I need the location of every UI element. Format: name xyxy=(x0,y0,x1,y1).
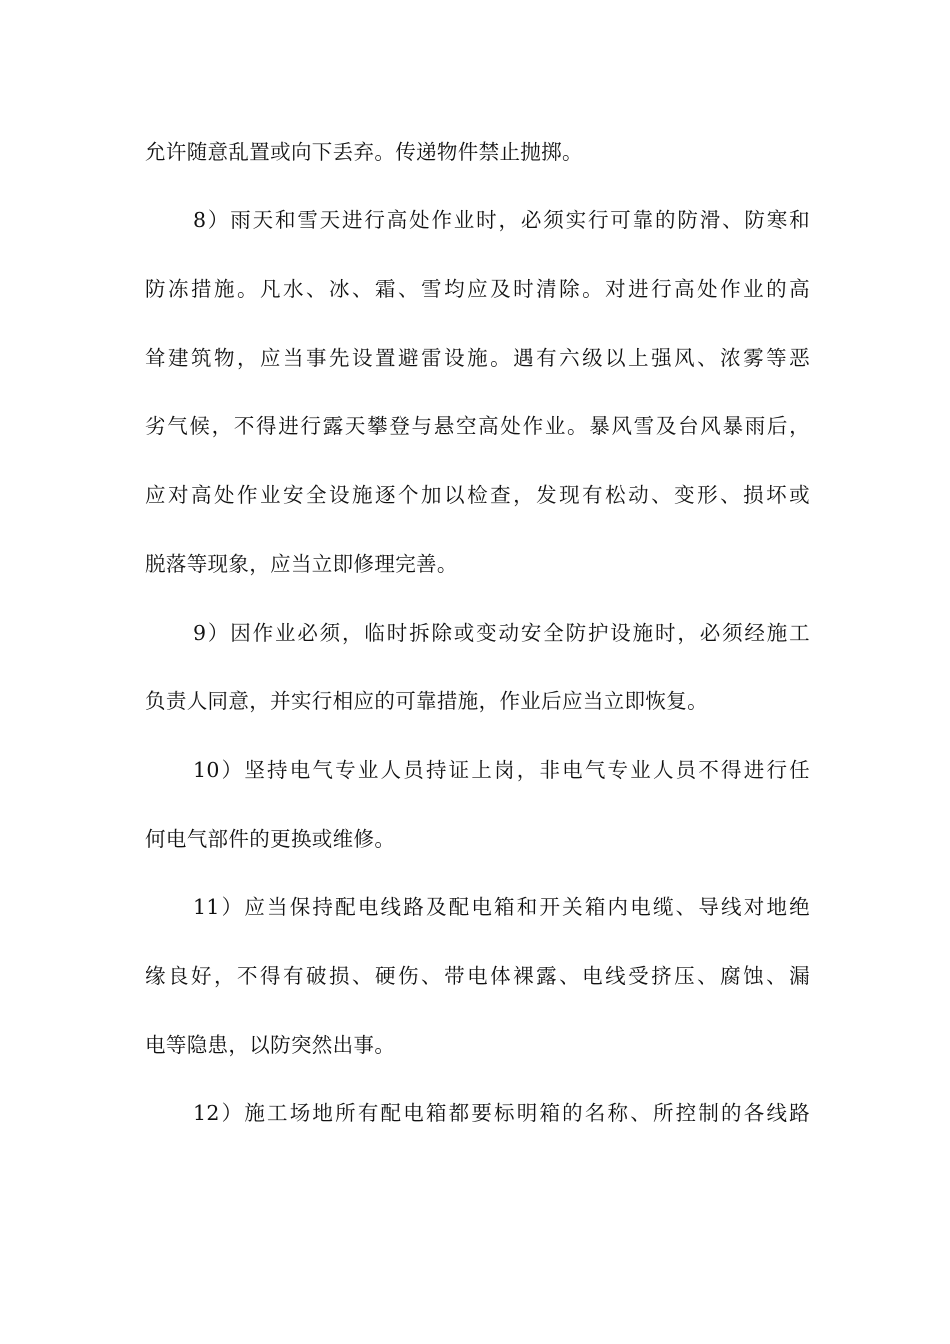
text-line: 防冻措施。凡水、冰、霜、雪均应及时清除。对进行高处作业的高 xyxy=(145,277,810,301)
text-line: 允许随意乱置或向下丢弃。传递物件禁止抛掷。 xyxy=(145,140,583,164)
text-line: 劣气候，不得进行露天攀登与悬空高处作业。暴风雪及台风暴雨后， xyxy=(145,414,810,438)
text-line: 耸建筑物，应当事先设置避雷设施。遇有六级以上强风、浓雾等恶 xyxy=(145,346,810,370)
text-line: 何电气部件的更换或维修。 xyxy=(145,827,396,851)
text-line: 负责人同意，并实行相应的可靠措施，作业后应当立即恢复。 xyxy=(145,689,708,713)
text-line: 电等隐患，以防突然出事。 xyxy=(145,1033,396,1057)
text-line: 11）应当保持配电线路及配电箱和开关箱内电缆、导线对地绝 xyxy=(193,895,810,919)
text-line: 缘良好，不得有破损、硬伤、带电体裸露、电线受挤压、腐蚀、漏 xyxy=(145,964,810,988)
text-line: 12）施工场地所有配电箱都要标明箱的名称、所控制的各线路 xyxy=(193,1101,810,1125)
text-line: 脱落等现象，应当立即修理完善。 xyxy=(145,552,458,576)
text-line: 9）因作业必须，临时拆除或变动安全防护设施时，必须经施工 xyxy=(193,621,810,645)
text-line: 8）雨天和雪天进行高处作业时，必须实行可靠的防滑、防寒和 xyxy=(193,208,810,232)
text-line: 10）坚持电气专业人员持证上岗，非电气专业人员不得进行任 xyxy=(193,758,810,782)
text-line: 应对高处作业安全设施逐个加以检查，发现有松动、变形、损坏或 xyxy=(145,483,810,507)
